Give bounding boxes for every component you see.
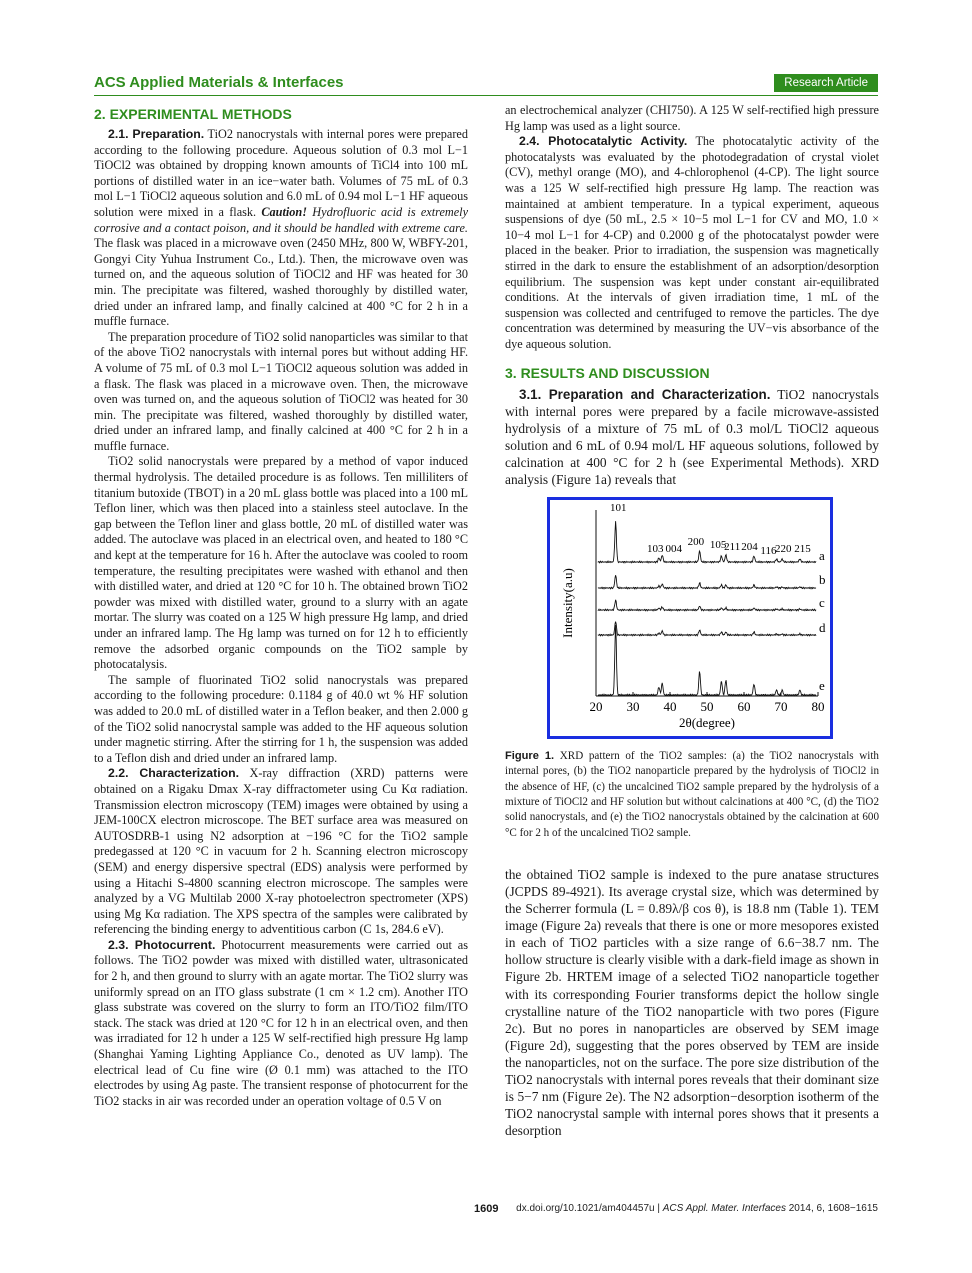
peak-label-105: 105: [709, 539, 727, 552]
peak-label-116: 116: [760, 545, 777, 558]
journal-name: ACS Applied Materials & Interfaces: [94, 74, 344, 91]
peak-label-211: 211: [724, 541, 741, 554]
x-tick-label: 70: [774, 699, 788, 715]
caution-label: Caution!: [261, 204, 307, 219]
series-b-label: b: [819, 572, 826, 588]
paragraph-2-3-cont: an electrochemical analyzer (CHI750). A 125 W self-rectified high pressure Hg lamp was used as a light source.: [505, 103, 879, 133]
peak-label-215: 215: [794, 543, 811, 556]
x-axis-label: 2θ(degree): [678, 715, 736, 731]
paragraph-2-1-solid: The preparation procedure of TiO2 solid nanoparticles was similar to that of the above TiO2 nanocrystals with internal pores but without adding HF. A volume of 75 mL of 0.3 mol L−1 TiOCl2 aqueous solution was added in a flask. The flask was placed in a microwave oven. Then, the microwave oven was turned on, and the aqueous solution of TiOCl2 was heated for 30 min. The precipitate was filtered, washed thoroughly by distilled water, dried under an infrared lamp, and finally calcined at 400 °C for 2 h in a muffle furnace.: [94, 329, 468, 453]
caption-label: Figure 1.: [505, 750, 555, 763]
paragraph-2-3: [94, 938, 468, 1110]
peak-label-220: 220: [774, 543, 792, 556]
right-column: [505, 103, 879, 1139]
subsection-2-4-title: 2.4. Photocatalytic Activity.: [519, 134, 688, 149]
running-header: [94, 73, 878, 93]
footer-citation: [516, 1203, 878, 1214]
section-2-heading: 2. EXPERIMENTAL METHODS: [94, 106, 292, 122]
y-axis-label: Intensity(a.u): [560, 568, 575, 638]
paragraph-2-1-vapor: TiO2 solid nanocrystals were prepared by a method of vapor induced thermal hydrolysis. The detailed procedure is as follows. Ten milliliters of titanium butoxide (TBOT) in a 20 mL glass bottle was placed into a 100 mL Teflon liner, which was then placed into a stainless steel autoclave. In the gap between the Teflon liner and glass bottle, 20 mL of distilled water was added. The autoclave was placed in an electrical oven, and heated to 180 °C and kept at the temperature for 16 h. After the autoclave was cooled to room temperature, the resulting precipitates were washed with ethanol and then with distilled water, and dried at 120 °C for 10 h. The obtained brown TiO2 powder was mixed with distilled water, ground to a slurry with an agate mortar. The slurry was coated on a 125 W high pressure Hg lamp, and dried under an infrared lamp. The Hg lamp was turned on for 12 h to efficiently remove the adsorbed organic compounds on the TiO2 sample by photocatalysis.: [94, 454, 468, 672]
paragraph-2-4: [505, 134, 879, 352]
series-d-label: d: [819, 620, 826, 636]
caution-text: Hydrofluoric acid is extremely corrosive and a contact poison, and it should be handled with extreme care.: [94, 204, 469, 235]
paragraph-3-1-cont: the obtained TiO2 sample is indexed to the pure anatase structures (JCPDS 89-4921). Its average crystal size, which was determined by the Scherrer formula (L = 0.89λ/β cos θ), is 18.8 nm (Table 1). TEM image (Figure 2a) reveals that there is one or more mesopores existed in each of TiO2 particles with a size range of 6.6−38.7 nm. The hollow structure is clearly visible with a dark-field image as shown in Figure 2b. HRTEM image of a selected TiO2 nanoparticle together with its corresponding Fourier transforms depict the hollow single crystalline nature of the TiO2 nanoparticle with two pores (Figure 2c). But no pores in nanoparticles are observed by SEM image (Figure 2d), suggesting that the pores observed by TEM are inside the nanoparticles, not on the surface. The pore size distribution of the TiO2 nanocrystals with internal pores reveals that their dominant size is 5−7 nm (Figure 2e). The N2 adsorption−desorption isotherm of the TiO2 nanocrystal sample with internal pores shows that it presents a desorption: [505, 866, 879, 1139]
series-e-label: e: [819, 678, 825, 694]
series-a-line: [598, 521, 816, 563]
x-tick-label: 20: [589, 699, 603, 715]
paragraph-3-1: [505, 386, 879, 489]
peak-label-200: 200: [687, 536, 705, 549]
text-2-4: The photocatalytic activity of the photocatalysts was evaluated by the photodegradation of crystal violet (CV), methyl orange (MO), and 4-chlorophenol (4-CP). The light source was a 125 W self-rectified high pressure Hg lamp. The reaction was maintained at ambient temperature. In a typical experiment, aqueous suspensions of dye (50 mL, 2.5 × 10−5 mol L−1 for CV and MO, 1.0 × 10−4 mol L−1 for 4-CP) and 0.2000 g of the photocatalyst powder were placed in the beaker. Prior to irradiation, the suspension was magnetically stirred in the dark to ensure the establishment of an adsorption/desorption equilibrium. The suspension was kept under constant air-equilibrated conditions. At the intervals of given irradiation time, 1 mL of the suspension was collected and centrifuged to remove the particles. The dye concentration was determined by measuring the UV−vis absorbance of the dye aqueous solution.: [505, 134, 879, 351]
page-number: 1609: [474, 1203, 499, 1215]
subsection-2-1-title: 2.1. Preparation.: [108, 127, 205, 141]
text-2-2: X-ray diffraction (XRD) patterns were obtained on a Rigaku Dmax X-ray diffractometer using Cu Kα radiation. Transmission electron microscopy (TEM) images were obtained by using a JEM-100CX electron microscope. The BET surface area was measured on AUTOSDRB-1 using N2 adsorption at −196 °C for the TiO2 sample predegassed at 120 °C in vacuum for 2 h. Scanning electron microscopy (SEM) and energy dispersive spectral (EDS) analysis were performed by using a Hitachi S-4800 scanning electron microscope. The samples were analyzed by a VG Multilab 2000 X-ray photoelectron spectrometer (XPS) using Mg Kα radiation. The XPS spectra of the samples were calibrated by referencing the binding energy to adventitious carbon (C 1s, 284.6 eV).: [94, 766, 468, 937]
doi: dx.doi.org/10.1021/am404457u |: [516, 1203, 660, 1214]
header-rule: [94, 95, 878, 96]
text-3-1: TiO2 nanocrystals with internal pores were prepared by a facile microwave-assisted hydrolysis of a mixture of 75 mL of 0.3 mol/L TiOCl2 aqueous solution and 6 mL of 0.94 mol/L HF aqueous solutions, followed by calcination at 400 °C for 2 h (see Experimental Methods). XRD analysis (Figure 1a) reveals that: [505, 386, 880, 487]
subsection-3-1-title: 3.1. Preparation and Characterization.: [519, 386, 771, 402]
subsection-2-3-title: 2.3. Photocurrent.: [108, 937, 216, 952]
article-type-badge: Research Article: [774, 74, 878, 92]
peak-label-103: 103: [646, 543, 664, 556]
peak-label-004: 004: [665, 543, 682, 556]
text-2-1a: TiO2 nanocrystals with internal pores were prepared according to the following procedure. Aqueous solution of 0.3 mol L−1 TiOCl2 was obtained by dropping known amounts of TiCl4 into 100 mL portions of distilled water in an ice−water bath. Volumes of 75 mL of 0.3 mol L−1 TiOCl2 aqueous solution and 6.0 mL of 0.94 mol L−1 HF aqueous solution were mixed in a flask.: [94, 127, 468, 219]
subsection-2-2-title: 2.2. Characterization.: [108, 766, 240, 781]
series-a-label: a: [819, 548, 825, 564]
x-tick-label: 50: [700, 699, 714, 715]
series-b-line: [598, 575, 816, 589]
paragraph-2-2: [94, 766, 468, 938]
caption-text: XRD pattern of the TiO2 samples: (a) the TiO2 nanocrystals with internal pores, (b) the TiO2 nanoparticle prepared by the hydrolysis of TiOCl2 in the absence of HF, (c) the uncalcined TiO2 sample prepared by the hydrolysis of a mixture of TiOCl2 and HF solution but without calcinations at 400 °C, (d) the TiO2 solid nanocrystals, and (e) the TiO2 nanocrystals obtained by the calcination at 600 °C for 2 h of the uncalcined TiO2 sample.: [505, 750, 879, 839]
peak-label-101: 101: [609, 502, 627, 515]
paragraph-2-1: [94, 127, 468, 330]
series-c-label: c: [819, 595, 825, 611]
volume-pages: 2014, 6, 1608−1615: [788, 1203, 878, 1214]
figure-1-frame: [547, 497, 833, 739]
series-c-line: [598, 600, 816, 611]
paragraph-2-1-fluorinated: The sample of fluorinated TiO2 solid nanocrystals was prepared according to the following procedure: 0.1184 g of 40.0 wt % HF solution was added to 20.0 mL of distilled water in a Teflon beaker, and then 2.000 g of the TiO2 solid nanocrystal sample was added to the HF aqueous solution under magnetic stirring. After the stirring for 1 h, the suspension was added to a Teflon dish and dried under an infrared lamp.: [94, 672, 468, 765]
x-tick-label: 40: [663, 699, 677, 715]
left-column: [94, 103, 468, 1109]
text-2-1b: The flask was placed in a microwave oven (2450 MHz, 800 W, WBFY-201, Gongyi City Yuhua Instrument Co., Ltd.). Then, the microwave oven was turned on, and the aqueous solution of TiOCl2 and HF was heated for 30 min. The precipitate was filtered, washed thoroughly by distilled water, dried under an infrared lamp, and finally calcined at 400 °C for 2 h in a muffle furnace.: [94, 236, 468, 329]
peak-label-204: 204: [741, 541, 758, 554]
x-tick-label: 60: [737, 699, 751, 715]
x-tick-label: 80: [811, 699, 825, 715]
journal-abbr: ACS Appl. Mater. Interfaces: [662, 1203, 786, 1214]
figure-1-caption: [505, 749, 879, 841]
series-d-line: [598, 622, 816, 636]
text-2-3: Photocurrent measurements were carried out as follows. The TiO2 powder was mixed with distilled water, ultrasonicated for 2 h, and then ground to slurry with an agate mortar. The TiO2 slurry was uniformly spread on an ITO glass substrate (1 cm × 1.2 cm). Another ITO glass substrate was covered on the slurry to form an ITO/TiO2 film/ITO stack. The stack was dried at 120 °C for 12 h in an electrical oven, and then was irradiated for 12 h under a 125 W self-rectified high pressure Hg lamp (Shanghai Yaming Lighting Appliance Co., denoted as UV lamp). The electrical lead of Cu fine wire (Ø 0.1 mm) was attached to the ITO electrodes by using Ag paste. The transient response of photocurrent for the TiO2 stacks in air was recorded under an operation voltage of 0.5 V on: [94, 937, 469, 1108]
xrd-chart: [550, 500, 830, 736]
x-tick-label: 30: [626, 699, 640, 715]
section-3-heading: 3. RESULTS AND DISCUSSION: [505, 364, 710, 381]
